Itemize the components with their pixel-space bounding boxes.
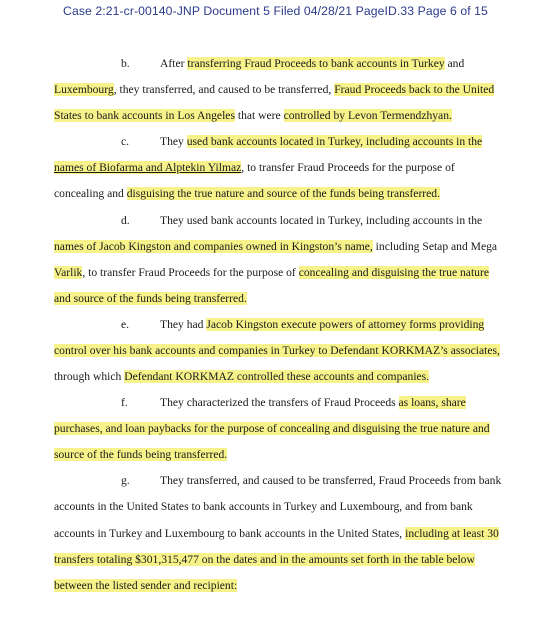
paragraph-e-line: [160, 318, 484, 332]
paragraph-marker-c: c.: [121, 135, 130, 148]
highlighted-text: States to bank accounts in Los Angeles: [54, 109, 235, 122]
paragraph-marker-d: d.: [121, 214, 130, 227]
highlighted-text: concealing and disguising the true nature: [298, 266, 489, 279]
paragraph-b-line: [160, 57, 464, 71]
case-header: Case 2:21-cr-00140-JNP Document 5 Filed 04/28/21 PageID.33 Page 6 of 15: [63, 4, 488, 18]
paragraph-marker-e: e.: [121, 318, 130, 331]
highlighted-text: source of the funds being transferred.: [54, 448, 228, 461]
paragraph-g-line: [54, 553, 475, 567]
text-segment: They: [160, 135, 187, 148]
text-segment: that were: [234, 109, 284, 122]
paragraph-g-line: [54, 579, 237, 593]
highlighted-text: used bank accounts located in Turkey, including accounts in the: [186, 135, 483, 148]
highlighted-text: transferring Fraud Proceeds to bank accounts in Turkey: [187, 57, 445, 70]
paragraph-e-line: [54, 344, 500, 358]
highlighted-text: Fraud Proceeds back to the United: [334, 83, 495, 96]
paragraph-marker-f: f.: [121, 396, 128, 409]
text-segment: and: [444, 57, 465, 70]
paragraph-f-line: [160, 396, 466, 410]
highlighted-text: and source of the funds being transferred.: [54, 292, 247, 305]
highlighted-text: disguising the true nature and source of the funds being transferred.: [126, 187, 441, 200]
paragraph-g-line: [54, 527, 499, 541]
paragraph-marker-g: g.: [121, 474, 130, 487]
text-segment: They used bank accounts located in Turkey, including accounts in the: [160, 214, 483, 227]
text-segment: accounts in Turkey and Luxembourg to bank accounts in the United States,: [54, 527, 406, 540]
text-segment: , to transfer Fraud Proceeds for the purpose of: [82, 266, 299, 279]
paragraph-g-line: [54, 500, 473, 514]
highlighted-text: transfers totaling $301,315,477 on the dates and in the amounts set forth in the table below: [54, 553, 475, 566]
paragraph-f-line: [54, 448, 227, 462]
text-segment: concealing and: [54, 187, 127, 200]
paragraph-marker-b: b.: [121, 57, 130, 70]
text-segment: , they transferred, and caused to be transferred,: [113, 83, 335, 96]
text-segment: through which: [54, 370, 125, 383]
paragraph-d-line: [54, 266, 489, 280]
text-segment: , to transfer Fraud Proceeds for the purpose of: [241, 161, 455, 174]
highlighted-text: Luxembourg: [54, 83, 114, 96]
paragraph-b-line: [54, 83, 494, 97]
highlighted-text: Jacob Kingston execute powers of attorney forms providing: [206, 318, 485, 331]
highlighted-text: control over his bank accounts and companies in Turkey to Defendant KORKMAZ’s associates,: [54, 344, 500, 357]
highlighted-text: including at least 30: [405, 527, 499, 540]
paragraph-f-line: [54, 422, 490, 436]
highlighted-text: names of Jacob Kingston and companies owned in Kingston’s name,: [54, 240, 373, 253]
paragraph-b-line: [54, 109, 452, 123]
paragraph-c-line: [54, 187, 440, 201]
paragraph-g-line: [160, 474, 501, 488]
paragraph-c-line: [160, 135, 482, 149]
paragraph-e-line: [54, 370, 429, 384]
highlighted-text: between the listed sender and recipient:: [54, 579, 238, 592]
paragraph-d-line: [54, 292, 247, 306]
text-segment: including Setap and Mega: [372, 240, 498, 253]
text-segment: accounts in the United States to bank accounts in Turkey and Luxembourg, and from bank: [54, 500, 473, 513]
highlighted-text: as loans, share: [398, 396, 466, 409]
highlighted-text: Varlik: [54, 266, 83, 279]
paragraph-c-line: [54, 161, 455, 175]
paragraph-d-line: [160, 214, 482, 228]
highlighted-text: purchases, and loan paybacks for the purpose of concealing and disguising the true nature and: [54, 422, 490, 435]
highlighted-text: controlled by Levon Termendzhyan.: [283, 109, 452, 122]
text-segment: After: [160, 57, 188, 70]
text-segment: They characterized the transfers of Fraud Proceeds: [160, 396, 399, 409]
highlighted-text: Defendant KORKMAZ controlled these accounts and companies.: [124, 370, 430, 383]
text-segment: They had: [160, 318, 207, 331]
text-segment: They transferred, and caused to be transferred, Fraud Proceeds from bank: [160, 474, 502, 487]
paragraph-d-line: [54, 240, 497, 254]
highlighted-text: names of Biofarma and Alptekin Yilmaz: [54, 161, 242, 174]
